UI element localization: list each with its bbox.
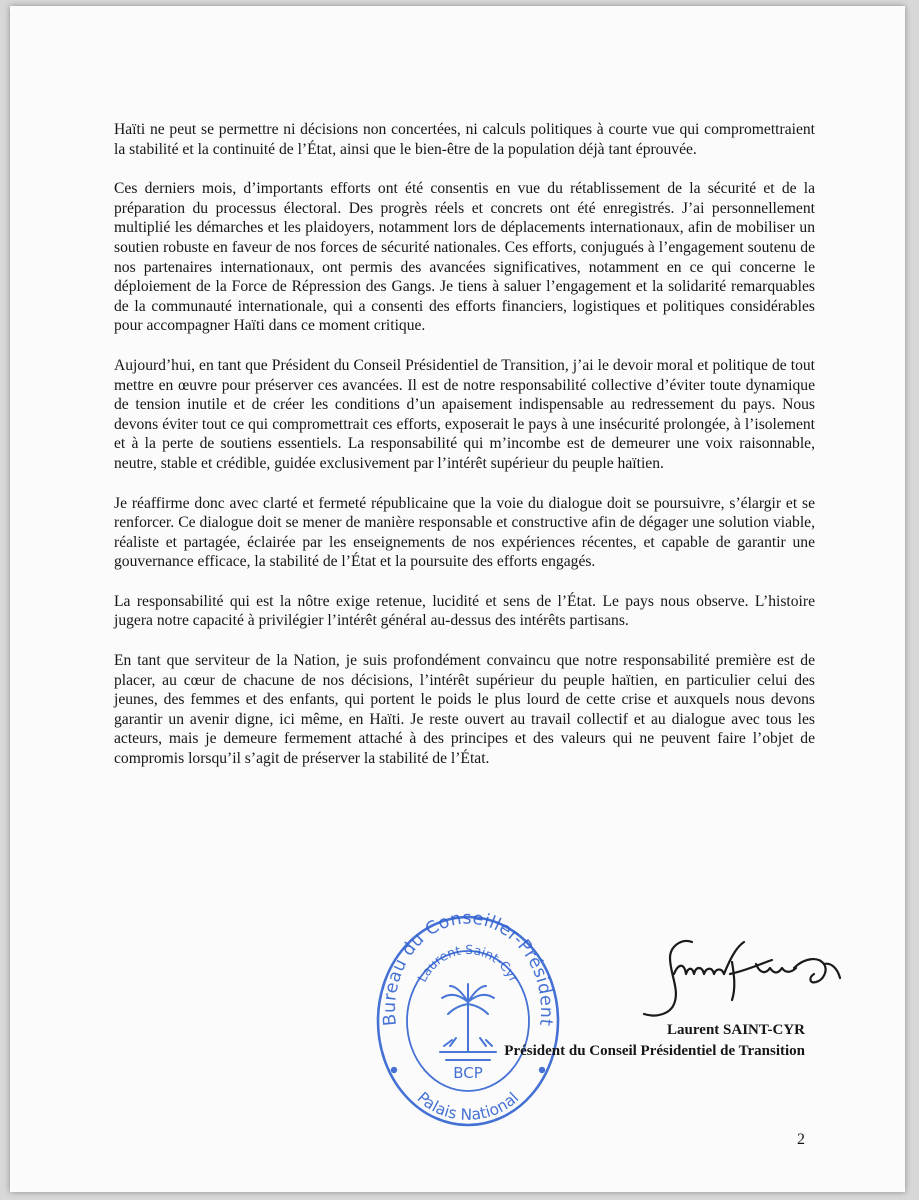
page-number: 2 [797, 1131, 805, 1148]
seal-inner-text: Laurent Saint-Cyr [414, 941, 522, 985]
seal-bottom-text: Palais National [413, 1088, 523, 1124]
svg-text:Palais National [414, 1089, 523, 1124]
paragraph: Aujourd’hui, en tant que Président du Conseil Présidentiel de Transition, j’ai le devoir moral et politique de tout mettre en œuvre pour préserver ces avancées. Il est de notre responsabilité collective d’éviter toute dynamique de tension inutile et de créer les conditions d’un apaisement indispensable au redressement du pays. Nous devons éviter tout ce qui compromettrait ces efforts, exposerait le pays à une insécurité prolongée, à l’isolement et à la perte de soutiens essentiels. La responsabilité qui m’incombe est de demeurer une voix raisonnable, neutre, stable et crédible, guidée exclusivement par l’intérêt supérieur du peuple haïtien. [114, 356, 815, 472]
paragraph: Ces derniers mois, d’importants efforts ont été consentis en vue du rétablissement de la sécurité et de la préparation du processus électoral. Des progrès réels et concrets ont été enregistrés. J’ai personnellement multiplié les démarches et les plaidoyers, notamment lors de déplacements internationaux, afin de mobiliser un soutien robuste en faveur de nos forces de sécurité nationales. Ces efforts, conjugués à l’engagement soutenu de nos partenaires internationaux, ont permis des avancées significatives, notamment en ce qui concerne le déploiement de la Force de Répression des Gangs. Je tiens à saluer l’engagement et la solidarité remarquables de la communauté internationale, qui a consenti des efforts financiers, logistiques et politiques considérables pour accompagner Haïti dans ce moment critique. [114, 180, 815, 335]
seal-outer-text: Bureau du Conseiller-Président [379, 908, 557, 1028]
document-page [10, 6, 905, 1192]
palm-tree-icon [440, 984, 496, 1060]
signer-name: Laurent SAINT-CYR [667, 1022, 805, 1038]
seal-center-text: BCP [453, 1064, 483, 1082]
signer-title: Président du Conseil Présidentiel de Transition [504, 1043, 805, 1059]
svg-text:Laurent Saint-Cyr [414, 942, 522, 985]
body-text [114, 120, 815, 769]
paragraph: La responsabilité qui est la nôtre exige retenue, lucidité et sens de l’État. Le pays nous observe. L’histoire jugera notre capacité à privilégier l’intérêt général au-dessus des intérêts partisans. [114, 592, 815, 630]
signature [628, 934, 863, 1024]
paragraph: En tant que serviteur de la Nation, je suis profondément convaincu que notre responsabilité première est de placer, au cœur de chacune de nos décisions, l’intérêt supérieur du peuple haïtien, en particulier celui des jeunes, des femmes et des enfants, qui portent le poids le plus lourd de cette crise et auxquels nous devons garantir un avenir digne, ici même, en Haïti. Je reste ouvert au travail collectif et au dialogue avec tous les acteurs, mais je demeure fermement attaché à des principes et des valeurs qui ne peuvent faire l’objet de compromis lorsqu’il s’agit de préserver la stabilité de l’État. [114, 652, 815, 768]
paragraph: Haïti ne peut se permettre ni décisions non concertées, ni calculs politiques à courte vue qui compromettraient la stabilité et la continuité de l’État, ainsi que le bien-être de la population déjà tant éprouvée. [114, 121, 815, 158]
paragraph: Je réaffirme donc avec clarté et fermeté républicaine que la voie du dialogue doit se poursuivre, s’élargir et se renforcer. Ce dialogue doit se mener de manière responsable et constructive afin de dégager une solution viable, réaliste et partagée, éclairée par les enseignements de nos expériences récentes, et capable de garantir une gouvernance efficace, la stabilité de l’État et la poursuite des efforts engagés. [114, 494, 815, 571]
official-seal [368, 906, 568, 1131]
